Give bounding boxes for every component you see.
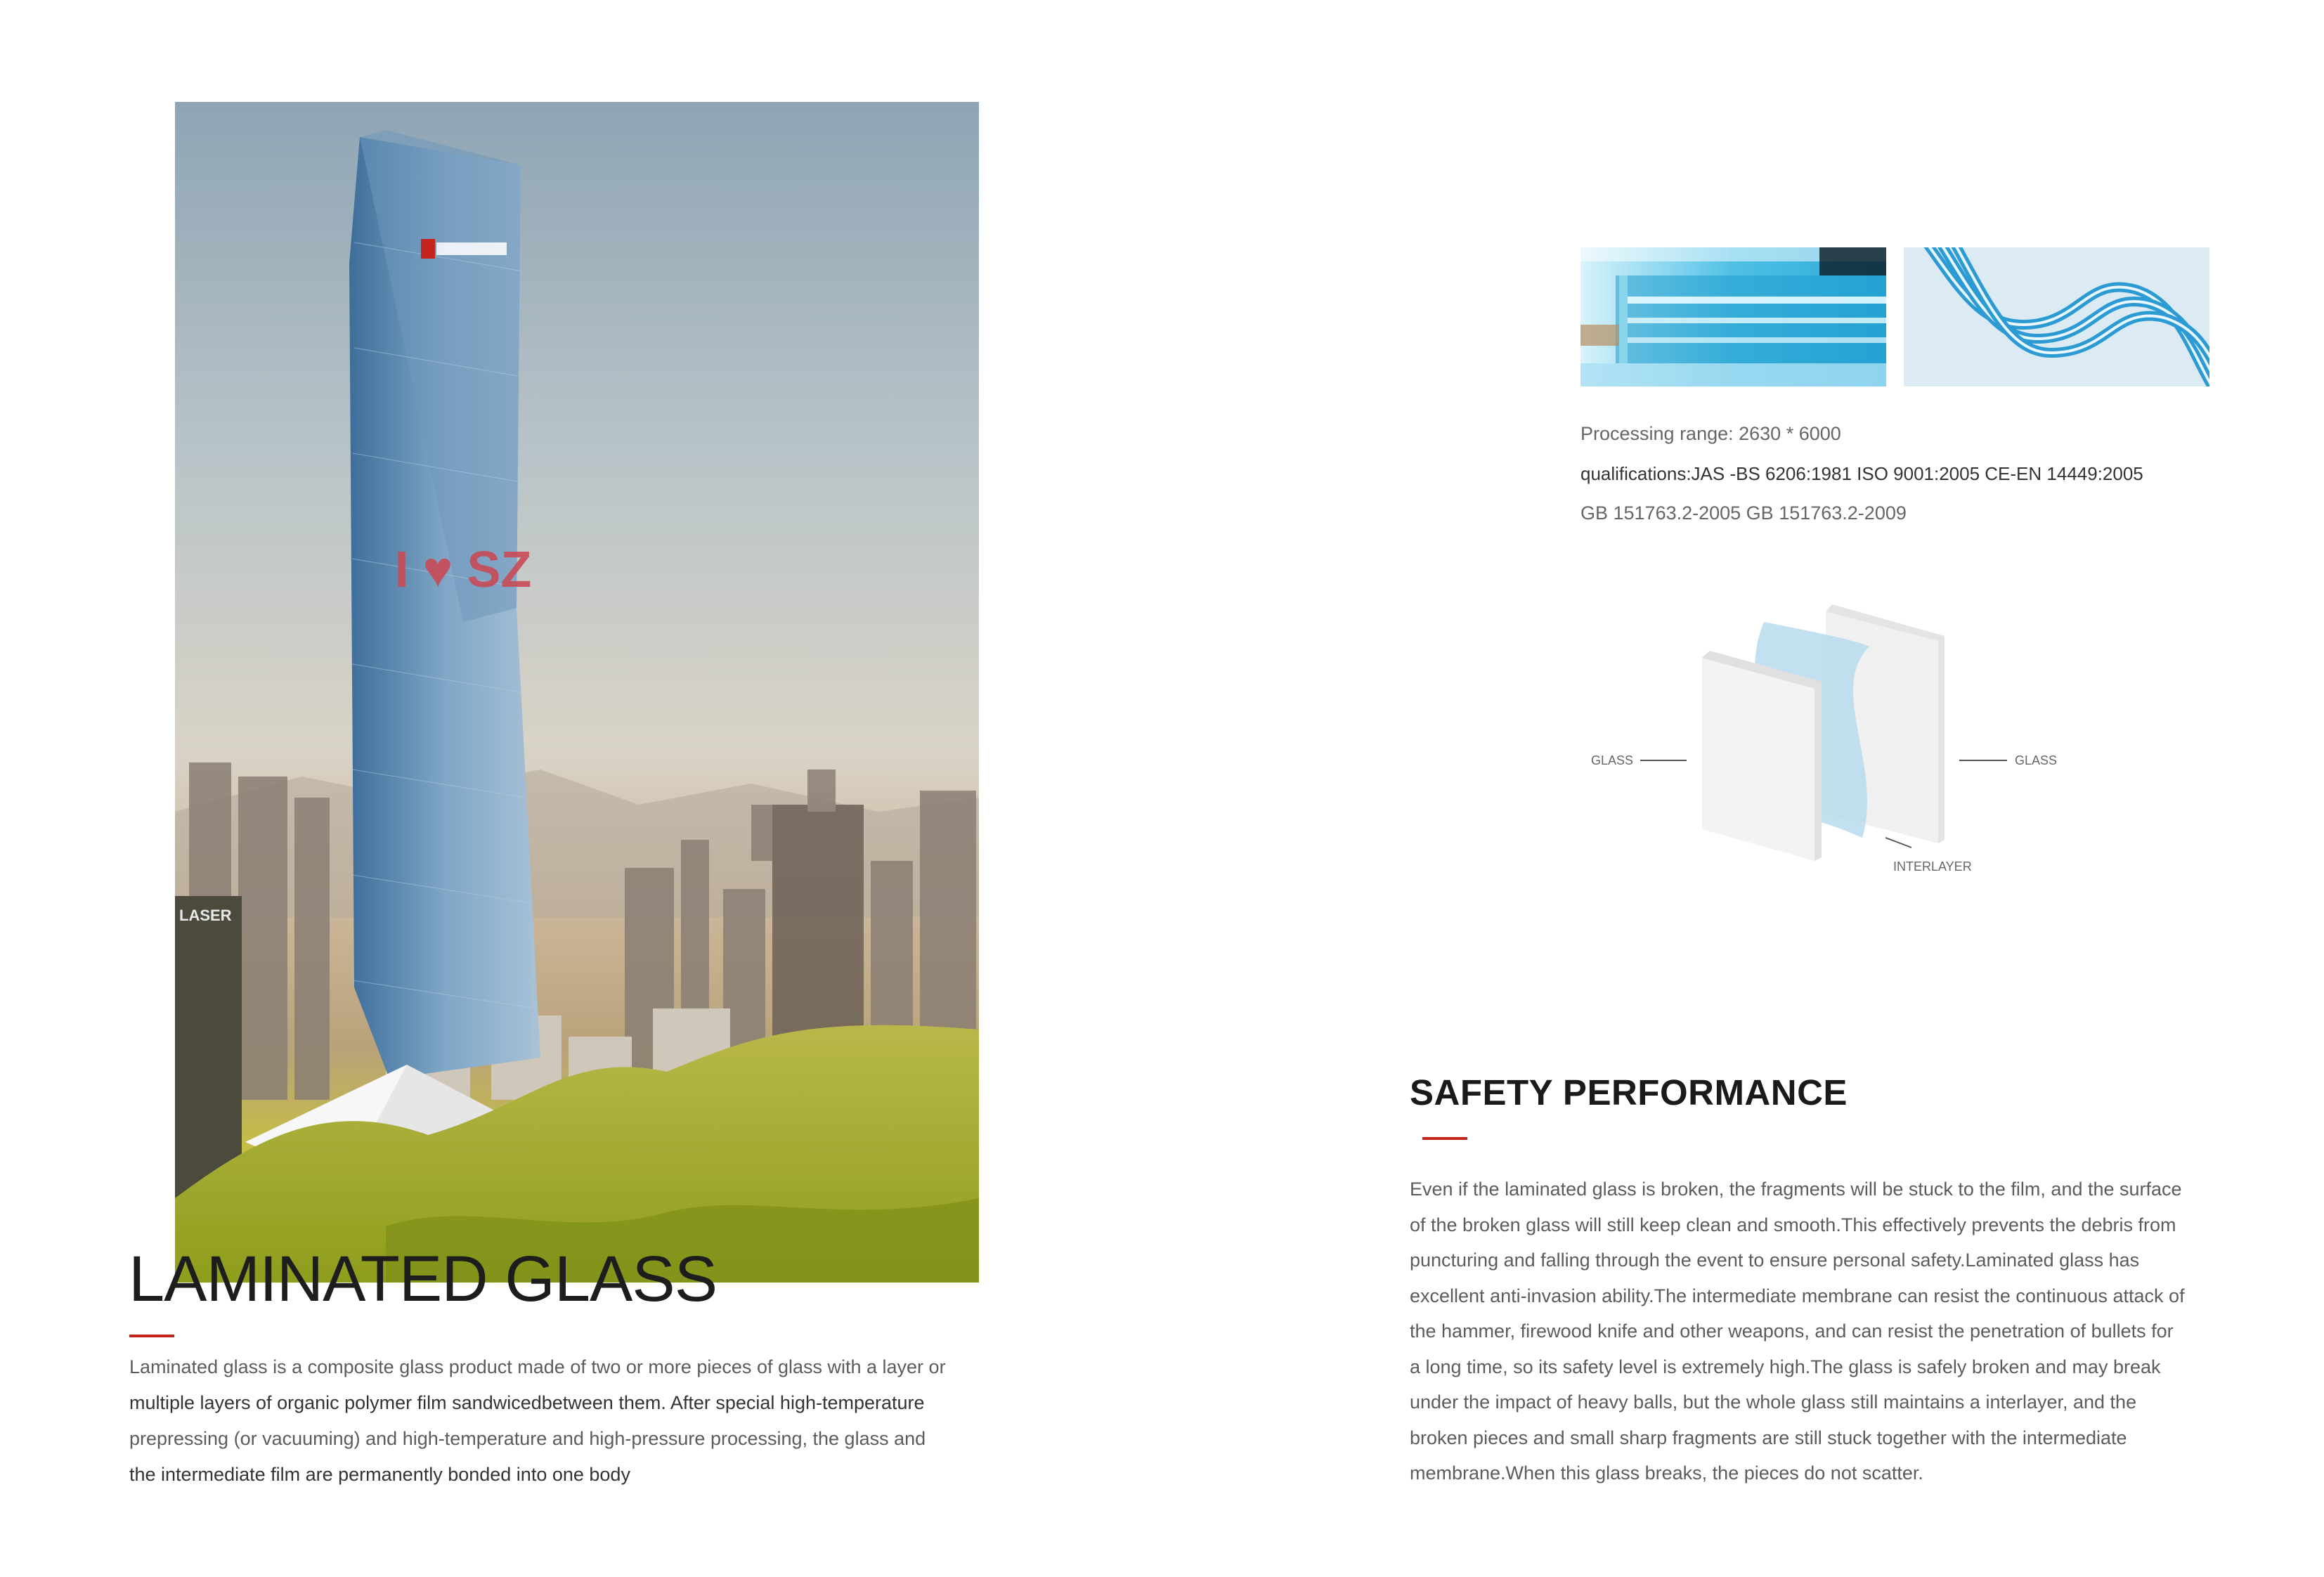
intro-line: the intermediate film are permanently bonded into one body	[129, 1464, 630, 1485]
safety-line: under the impact of heavy balls, but the whole glass still maintains a interlayer, and the	[1410, 1391, 2137, 1413]
bent-laminated-glass-photo	[1904, 247, 2209, 387]
safety-paragraph	[1410, 1172, 2218, 1491]
safety-line: broken pieces and small sharp fragments are still stuck together with the intermediate	[1410, 1427, 2127, 1448]
label-interlayer: INTERLAYER	[1893, 859, 1972, 874]
safety-line: puncturing and falling through the event to ensure personal safety.Laminated glass has	[1410, 1250, 2140, 1271]
hero-building-photo	[175, 102, 979, 1283]
hero-building-logo: LASER	[179, 907, 232, 924]
safety-line: membrane.When this glass breaks, the pieces do not scatter.	[1410, 1462, 1923, 1484]
laminated-glass-diagram	[1574, 590, 2066, 885]
intro-line: multiple layers of organic polymer film sandwicedbetween them. After special high-temperature	[129, 1392, 925, 1413]
safety-line: a long time, so its safety level is extremely high.The glass is safely broken and may break	[1410, 1356, 2161, 1377]
qualifications: qualifications:JAS -BS 6206:1981 ISO 9001:2005 CE-EN 14449:2005	[1580, 463, 2143, 484]
safety-line: of the broken glass will still keep clean and smooth.This effectively prevents the debris from	[1410, 1214, 2176, 1235]
safety-line: Even if the laminated glass is broken, the fragments will be stuck to the film, and the surface	[1410, 1179, 2182, 1200]
intro-line: Laminated glass is a composite glass product made of two or more pieces of glass with a layer or	[129, 1356, 946, 1377]
laminated-glass-edge-photo	[1580, 247, 1886, 387]
intro-paragraph	[129, 1349, 994, 1493]
title-underline	[129, 1335, 174, 1337]
label-glass-right: GLASS	[2015, 753, 2058, 767]
safety-line: the hammer, firewood knife and other weapons, and can resist the penetration of bullets for	[1410, 1320, 2174, 1342]
safety-underline	[1422, 1137, 1467, 1140]
label-glass-left: GLASS	[1591, 753, 1634, 767]
hero-sign-text: I ♥ SZ	[394, 542, 532, 598]
safety-line: excellent anti-invasion ability.The intermediate membrane can resist the continuous attack of	[1410, 1285, 2185, 1306]
processing-range: Processing range: 2630 * 6000	[1580, 423, 1841, 444]
section-title-safety: SAFETY PERFORMANCE	[1410, 1072, 1848, 1112]
page-title: LAMINATED GLASS	[129, 1243, 718, 1315]
intro-line: prepressing (or vacuuming) and high-temperature and high-pressure processing, the glass and	[129, 1428, 926, 1449]
standards: GB 151763.2-2005 GB 151763.2-2009	[1580, 502, 1907, 524]
